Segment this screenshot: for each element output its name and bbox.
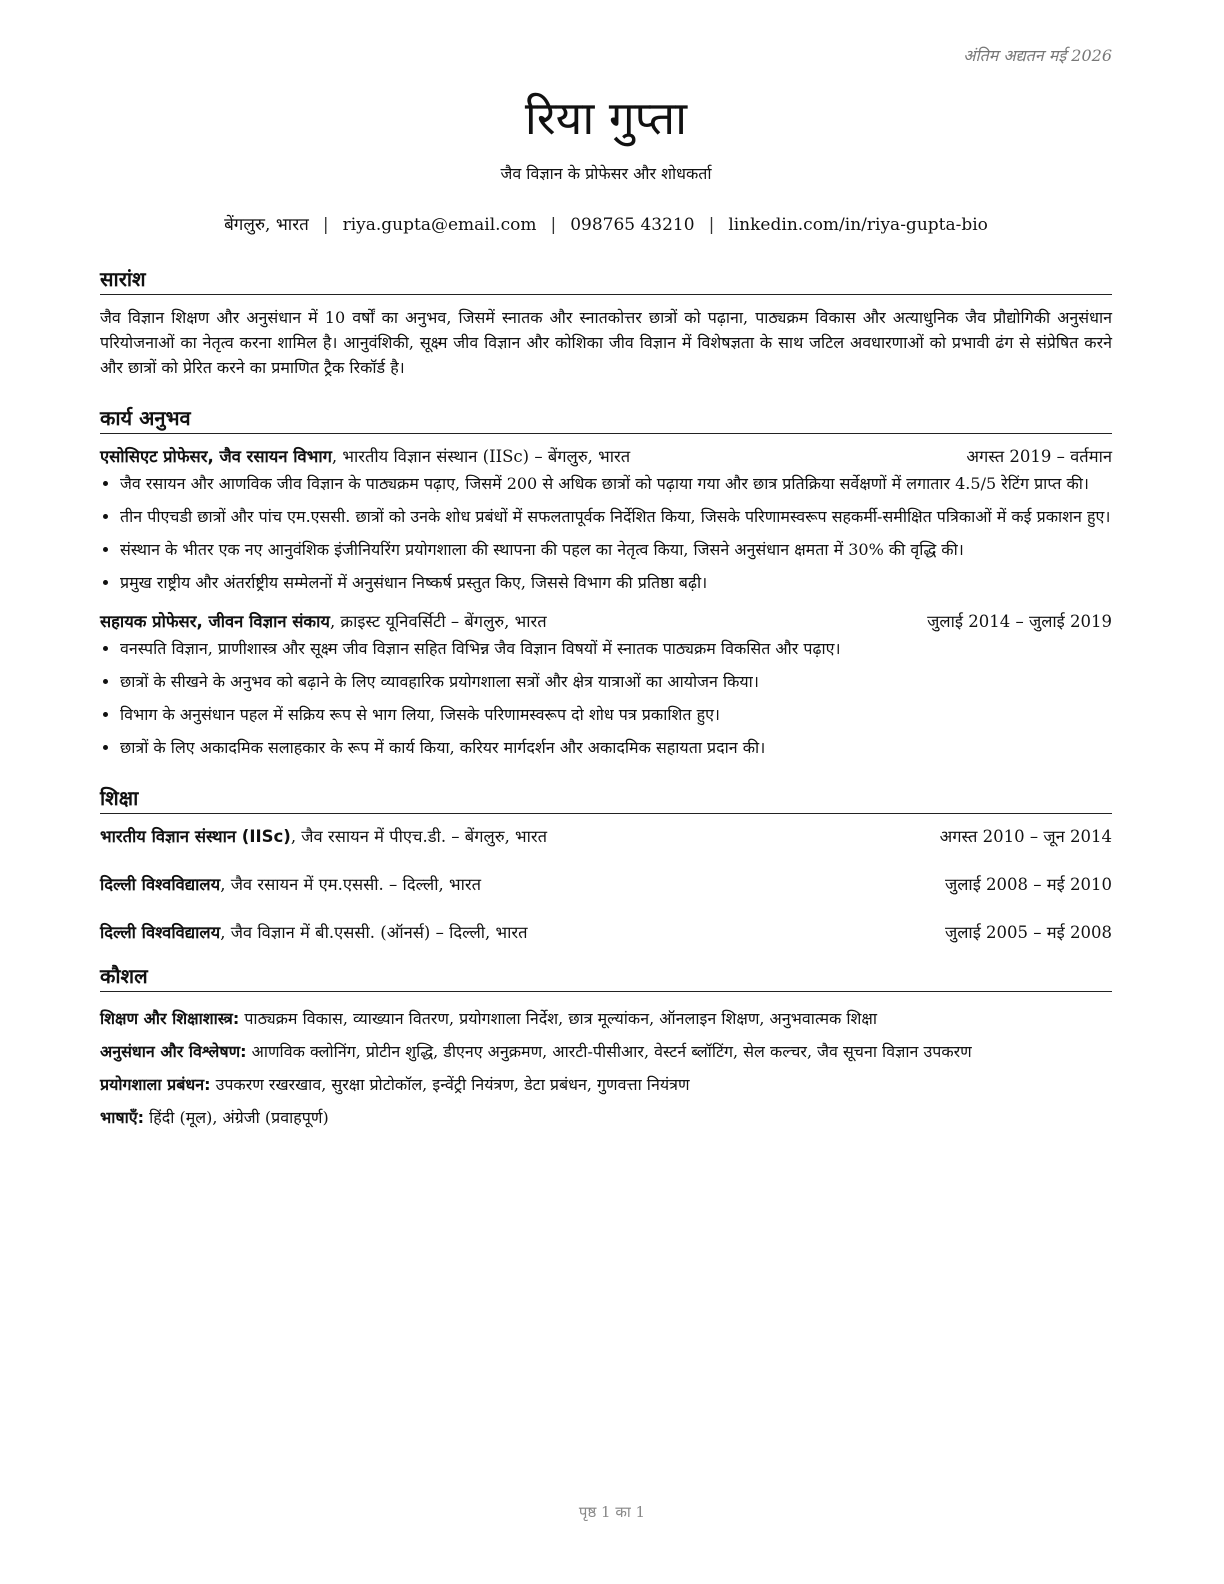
job-header bbox=[100, 444, 1112, 470]
degree-detail: , जैव रसायन में पीएच.डी. – बेंगलुरु, भारत bbox=[290, 827, 548, 846]
education-entry bbox=[100, 872, 1112, 898]
resume-page bbox=[100, 40, 1112, 1134]
skills-heading: कौशल bbox=[100, 962, 1112, 992]
skill-value: उपकरण रखरखाव, सुरक्षा प्रोटोकॉल, इन्वेंट्री नियंत्रण, डेटा प्रबंधन, गुणवत्ता नियंत्रण bbox=[210, 1075, 690, 1094]
bullet-item: • तीन पीएचडी छात्रों और पांच एम.एससी. छात्रों को उनके शोध प्रबंधों में सफलतापूर्वक निर्देशित किया, जिसके परिणामस्वरूप सहकर्मी-समीक्षित पत्रिकाओं में कई प्रकाशन हुए। bbox=[120, 505, 1112, 529]
school-name: दिल्ली विश्वविद्यालय bbox=[100, 923, 221, 942]
skill-label: अनुसंधान और विश्लेषण: bbox=[100, 1042, 247, 1061]
skill-line bbox=[100, 1002, 1112, 1035]
job-entry bbox=[100, 444, 1112, 595]
bullet-item: • विभाग के अनुसंधान पहल में सक्रिय रूप से भाग लिया, जिसके परिणामस्वरूप दो शोध पत्र प्रकाशित हुए। bbox=[120, 703, 1112, 727]
job-org: , भारतीय विज्ञान संस्थान (IISc) – बेंगलुरु, भारत bbox=[331, 447, 631, 466]
skill-line bbox=[100, 1101, 1112, 1134]
skill-line bbox=[100, 1035, 1112, 1068]
skill-value: पाठ्यक्रम विकास, व्याख्यान वितरण, प्रयोगशाला निर्देश, छात्र मूल्यांकन, ऑनलाइन शिक्षण, अनुभवात्मक शिक्षा bbox=[239, 1009, 878, 1028]
linkedin-link[interactable]: linkedin.com/in/riya-gupta-bio bbox=[728, 215, 988, 235]
education-dates: जुलाई 2008 – मई 2010 bbox=[945, 875, 1112, 894]
separator: | bbox=[322, 215, 329, 235]
school-name: दिल्ली विश्वविद्यालय bbox=[100, 875, 221, 894]
job-bullets bbox=[100, 637, 1112, 760]
school-name: भारतीय विज्ञान संस्थान (IISc) bbox=[100, 827, 291, 846]
last-updated: अंतिम अद्यतन मई 2026 bbox=[963, 46, 1112, 65]
education-dates: अगस्त 2010 – जून 2014 bbox=[939, 827, 1112, 846]
bullet-item: • छात्रों के लिए अकादमिक सलाहकार के रूप में कार्य किया, करियर मार्गदर्शन और अकादमिक सहायता प्रदान की। bbox=[120, 736, 1112, 760]
summary-heading: सारांश bbox=[100, 265, 1112, 295]
separator: | bbox=[550, 215, 557, 235]
candidate-title: जैव विज्ञान के प्रोफेसर और शोधकर्ता bbox=[500, 164, 712, 183]
summary-text: जैव विज्ञान शिक्षण और अनुसंधान में 10 वर्षों का अनुभव, जिसमें स्नातक और स्नातकोत्तर छात्रों को पढ़ाना, पाठ्यक्रम विकास और अत्याधुनिक जैव प्रौद्योगिकी अनुसंधान परियोजनाओं का नेतृत्व करना शामिल है। आनुवंशिकी, सूक्ष्म जीव विज्ञान और कोशिका जीव विज्ञान में विशेषज्ञता के साथ जटिल अवधारणाओं को प्रभावी ढंग से संप्रेषित करने और छात्रों को प्रेरित करने का प्रमाणित ट्रैक रिकॉर्ड है। bbox=[100, 308, 1112, 377]
job-bullets bbox=[100, 472, 1112, 595]
job-entry bbox=[100, 609, 1112, 760]
job-title: सहायक प्रोफेसर, जीवन विज्ञान संकाय bbox=[100, 612, 330, 631]
skill-label: शिक्षण और शिक्षाशास्त्र: bbox=[100, 1009, 240, 1028]
separator: | bbox=[708, 215, 715, 235]
bullet-item: • छात्रों के सीखने के अनुभव को बढ़ाने के लिए व्यावहारिक प्रयोगशाला सत्रों और क्षेत्र यात्राओं का आयोजन किया। bbox=[120, 670, 1112, 694]
bullet-item: • प्रमुख राष्ट्रीय और अंतर्राष्ट्रीय सम्मेलनों में अनुसंधान निष्कर्ष प्रस्तुत किए, जिससे विभाग की प्रतिष्ठा बढ़ी। bbox=[120, 571, 1112, 595]
email-link[interactable]: riya.gupta@email.com bbox=[342, 215, 537, 235]
education-heading: शिक्षा bbox=[100, 784, 1112, 814]
job-dates: जुलाई 2014 – जुलाई 2019 bbox=[927, 612, 1112, 631]
bullet-item: • वनस्पति विज्ञान, प्राणीशास्त्र और सूक्ष्म जीव विज्ञान सहित विभिन्न जैव विज्ञान विषयों में स्नातक पाठ्यक्रम विकसित और पढ़ाए। bbox=[120, 637, 1112, 661]
education-dates: जुलाई 2005 – मई 2008 bbox=[945, 923, 1112, 942]
skill-value: आणविक क्लोनिंग, प्रोटीन शुद्धि, डीएनए अनुक्रमण, आरटी-पीसीआर, वेस्टर्न ब्लॉटिंग, सेल कल्चर, जैव सूचना विज्ञान उपकरण bbox=[246, 1042, 972, 1061]
phone: 098765 43210 bbox=[570, 215, 695, 235]
skill-label: भाषाएँ: bbox=[100, 1108, 145, 1127]
bullet-item: • संस्थान के भीतर एक नए आनुवंशिक इंजीनियरिंग प्रयोगशाला की स्थापना की पहल का नेतृत्व किया, जिसने अनुसंधान क्षमता में 30% की वृद्धि की। bbox=[120, 538, 1112, 562]
skill-label: प्रयोगशाला प्रबंधन: bbox=[100, 1075, 211, 1094]
education-entry bbox=[100, 824, 1112, 850]
degree-detail: , जैव रसायन में एम.एससी. – दिल्ली, भारत bbox=[220, 875, 481, 894]
job-dates: अगस्त 2019 – वर्तमान bbox=[966, 447, 1112, 466]
job-header bbox=[100, 609, 1112, 635]
page-number: पृष्ठ 1 का 1 bbox=[578, 1503, 646, 1521]
job-org: , क्राइस्ट यूनिवर्सिटी – बेंगलुरु, भारत bbox=[329, 612, 547, 631]
contact-line bbox=[100, 212, 1112, 235]
job-title: एसोसिएट प्रोफेसर, जैव रसायन विभाग bbox=[100, 447, 332, 466]
degree-detail: , जैव विज्ञान में बी.एससी. (ऑनर्स) – दिल्ली, भारत bbox=[220, 923, 528, 942]
candidate-name: रिया गुप्ता bbox=[524, 91, 688, 145]
bullet-item: • जैव रसायन और आणविक जीव विज्ञान के पाठ्यक्रम पढ़ाए, जिसमें 200 से अधिक छात्रों को पढ़ाया गया और छात्र प्रतिक्रिया सर्वेक्षणों में लगातार 4.5/5 रेटिंग प्राप्त की। bbox=[120, 472, 1112, 496]
education-entry bbox=[100, 920, 1112, 946]
location: बेंगलुरु, भारत bbox=[224, 215, 309, 235]
experience-heading: कार्य अनुभव bbox=[100, 404, 1112, 434]
skill-line bbox=[100, 1068, 1112, 1101]
skill-value: हिंदी (मूल), अंग्रेजी (प्रवाहपूर्ण) bbox=[144, 1108, 329, 1127]
